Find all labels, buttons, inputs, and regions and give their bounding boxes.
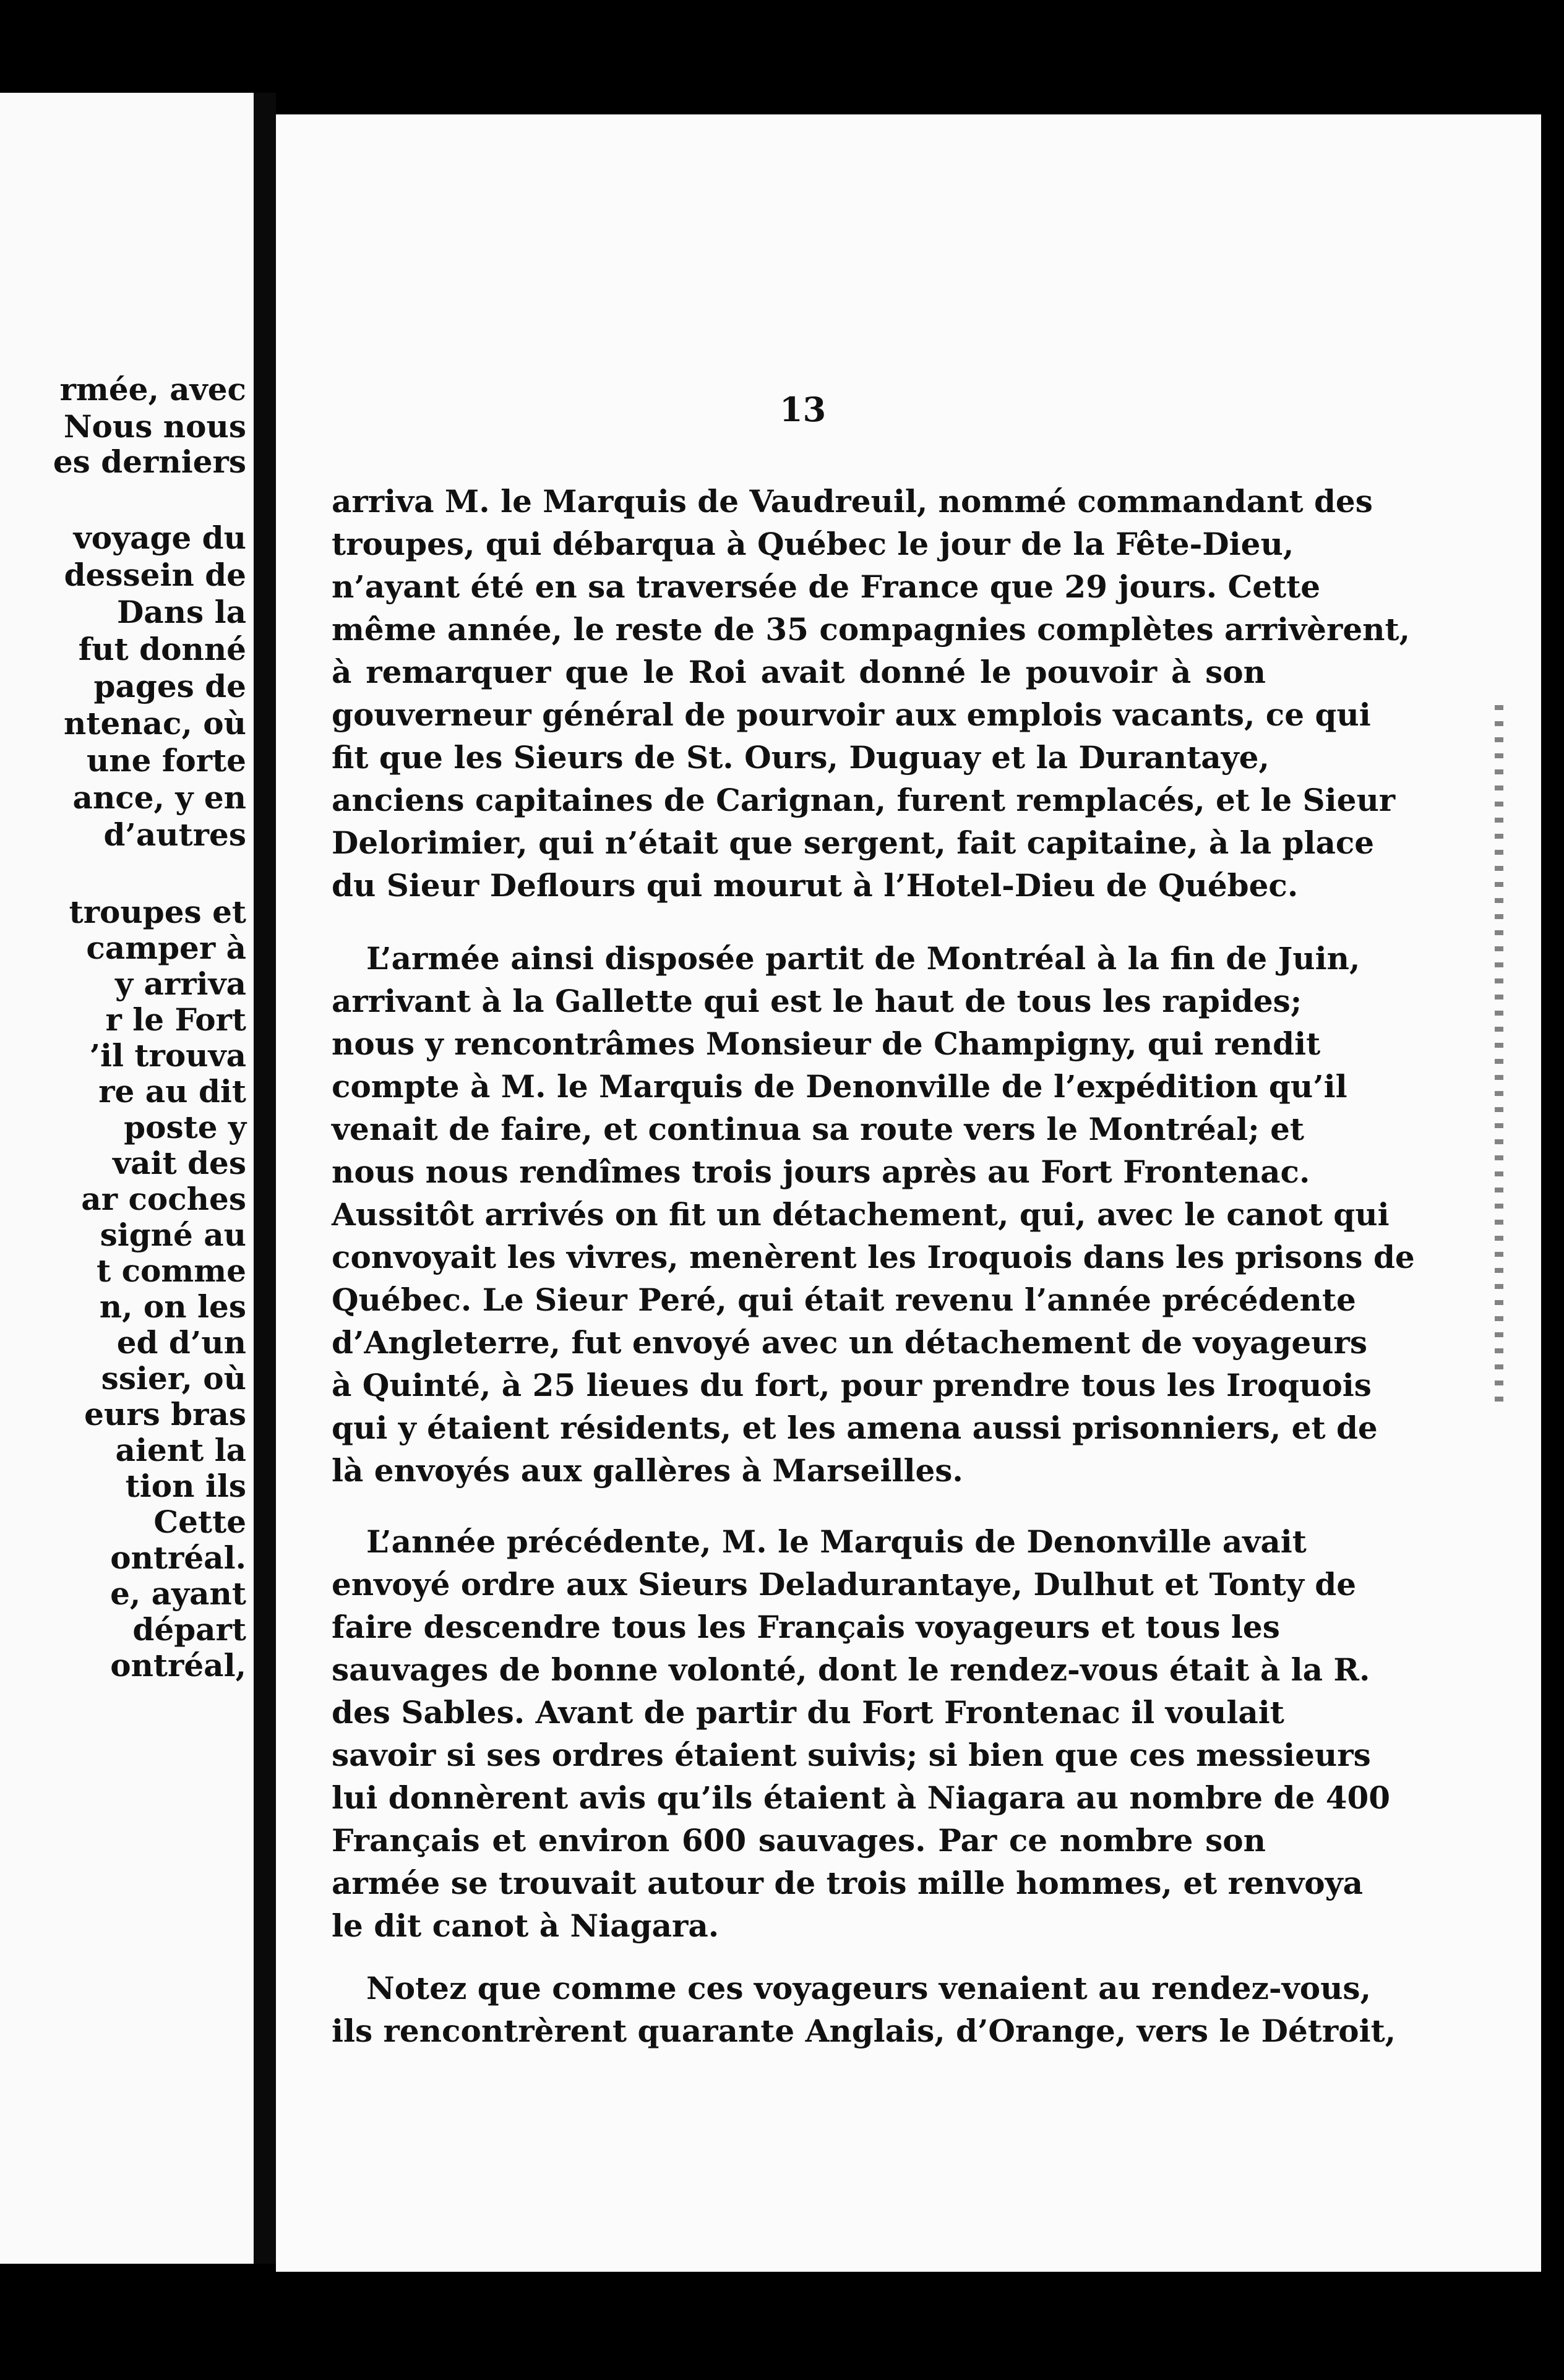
text-line: L’armée ainsi disposée partit de Montréal à la fin de Juin, (366, 940, 1360, 977)
left-page-line: n, on les (99, 1288, 246, 1325)
left-page-line: ’il trouva (89, 1037, 246, 1074)
text-line: envoyé ordre aux Sieurs Deladurantaye, Dulhut et Tonty de (332, 1566, 1357, 1603)
left-page-line: poste y (124, 1109, 246, 1145)
text-line: venait de faire, et continua sa route vers le Montréal; et (332, 1111, 1304, 1147)
text-line: L’année précédente, M. le Marquis de Denonville avait (366, 1523, 1307, 1560)
text-line: qui y étaient résidents, et les amena aussi prisonniers, et de (332, 1410, 1378, 1446)
left-page-line: vait des (113, 1145, 246, 1181)
left-page-line: troupes et (69, 894, 246, 930)
left-page-line: y arriva (115, 965, 246, 1002)
left-page-line: e, ayant (110, 1575, 246, 1612)
text-line: compte à M. le Marquis de Denonville de l’expédition qu’il (332, 1068, 1347, 1105)
paragraph-1 (332, 480, 1410, 907)
paragraph-4 (332, 1967, 1396, 2052)
text-line: arrivant à la Gallette qui est le haut de tous les rapides; (332, 983, 1302, 1019)
book-gutter (254, 93, 276, 2264)
left-page-line: camper à (86, 930, 246, 966)
left-page-line: es derniers (53, 443, 246, 480)
left-page-line: dessein de (64, 557, 246, 593)
left-page-line: ontréal. (110, 1539, 246, 1576)
left-page-line: fut donné (78, 631, 246, 667)
left-page-line: ntenac, où (64, 705, 246, 742)
left-page-line: rmée, avec (59, 371, 246, 408)
left-page-line: d’autres (103, 816, 246, 853)
text-line: savoir si ses ordres étaient suivis; si bien que ces messieurs (332, 1737, 1371, 1773)
left-page-line: ed d’un (116, 1324, 246, 1361)
text-line: Delorimier, qui n’était que sergent, fait capitaine, à la place (332, 824, 1375, 861)
paragraph-2 (332, 937, 1415, 1492)
text-line: convoyait les vivres, menèrent les Iroquois dans les prisons de (332, 1239, 1415, 1275)
text-line: à Quinté, à 25 lieues du fort, pour prendre tous les Iroquois (332, 1367, 1372, 1403)
left-page-line: re au dit (98, 1073, 246, 1110)
text-line: armée se trouvait autour de trois mille hommes, et renvoya (332, 1865, 1364, 1901)
text-line: nous y rencontrâmes Monsieur de Champigny, qui rendit (332, 1025, 1321, 1062)
text-line: lui donnèrent avis qu’ils étaient à Niagara au nombre de 400 (332, 1779, 1391, 1816)
left-page-line: Nous nous (63, 408, 246, 445)
text-line: là envoyés aux gallères à Marseilles. (332, 1452, 963, 1489)
text-line: Français et environ 600 sauvages. Par ce nombre son (332, 1822, 1266, 1859)
text-line: fit que les Sieurs de St. Ours, Duguay et la Durantaye, (332, 739, 1270, 776)
text-line: du Sieur Deflours qui mourut à l’Hotel-Dieu de Québec. (332, 867, 1299, 904)
text-line: sauvages de bonne volonté, dont le rendez-vous était à la R. (332, 1651, 1370, 1688)
left-page-line: ance, y en (72, 779, 246, 816)
text-line: arriva M. le Marquis de Vaudreuil, nommé commandant des (332, 483, 1373, 520)
left-page-line: Cette (153, 1504, 246, 1540)
left-page-line: ar coches (81, 1181, 246, 1217)
left-page-line: eurs bras (84, 1396, 246, 1432)
left-page-line: ontréal, (110, 1647, 246, 1684)
text-line: anciens capitaines de Carignan, furent remplacés, et le Sieur (332, 782, 1396, 818)
left-page-line: départ (132, 1611, 246, 1648)
left-page-line: une forte (86, 742, 246, 779)
left-page-line: ssier, où (101, 1360, 246, 1397)
page-number: 13 (780, 390, 827, 429)
text-line: Aussitôt arrivés on fit un détachement, qui, avec le canot qui (332, 1196, 1390, 1233)
text-line: n’ayant été en sa traversée de France que 29 jours. Cette (332, 568, 1321, 605)
text-line: des Sables. Avant de partir du Fort Frontenac il voulait (332, 1694, 1284, 1731)
paragraph-3 (332, 1520, 1391, 1947)
text-line: d’Angleterre, fut envoyé avec un détachement de voyageurs (332, 1324, 1368, 1361)
left-page-fragment (0, 93, 254, 2264)
text-line: le dit canot à Niagara. (332, 1907, 720, 1944)
text-line: nous nous rendîmes trois jours après au Fort Frontenac. (332, 1154, 1310, 1190)
left-page-line: Dans la (116, 594, 246, 630)
left-page-line: tion ils (125, 1468, 246, 1504)
text-line: Notez que comme ces voyageurs venaient au rendez-vous, (366, 1970, 1371, 2006)
page-edge-mark (1495, 705, 1503, 1410)
text-line: faire descendre tous les Français voyageurs et tous les (332, 1609, 1280, 1645)
left-page-line: voyage du (73, 520, 246, 556)
text-line: gouverneur général de pourvoir aux emplois vacants, ce qui (332, 696, 1371, 733)
left-page-line: pages de (93, 668, 246, 704)
text-line: troupes, qui débarqua à Québec le jour de la Fête-Dieu, (332, 526, 1294, 562)
text-line: Québec. Le Sieur Peré, qui était revenu l’année précédente (332, 1282, 1356, 1318)
text-line: ils rencontrèrent quarante Anglais, d’Orange, vers le Détroit, (332, 2013, 1396, 2049)
text-line: même année, le reste de 35 compagnies complètes arrivèrent, (332, 611, 1410, 648)
left-page-line: t comme (97, 1252, 246, 1289)
left-page-line: r le Fort (105, 1001, 246, 1038)
text-line: à remarquer que le Roi avait donné le pouvoir à son (332, 654, 1266, 690)
left-page-line: aient la (115, 1432, 246, 1468)
left-page-line: signé au (100, 1217, 246, 1253)
